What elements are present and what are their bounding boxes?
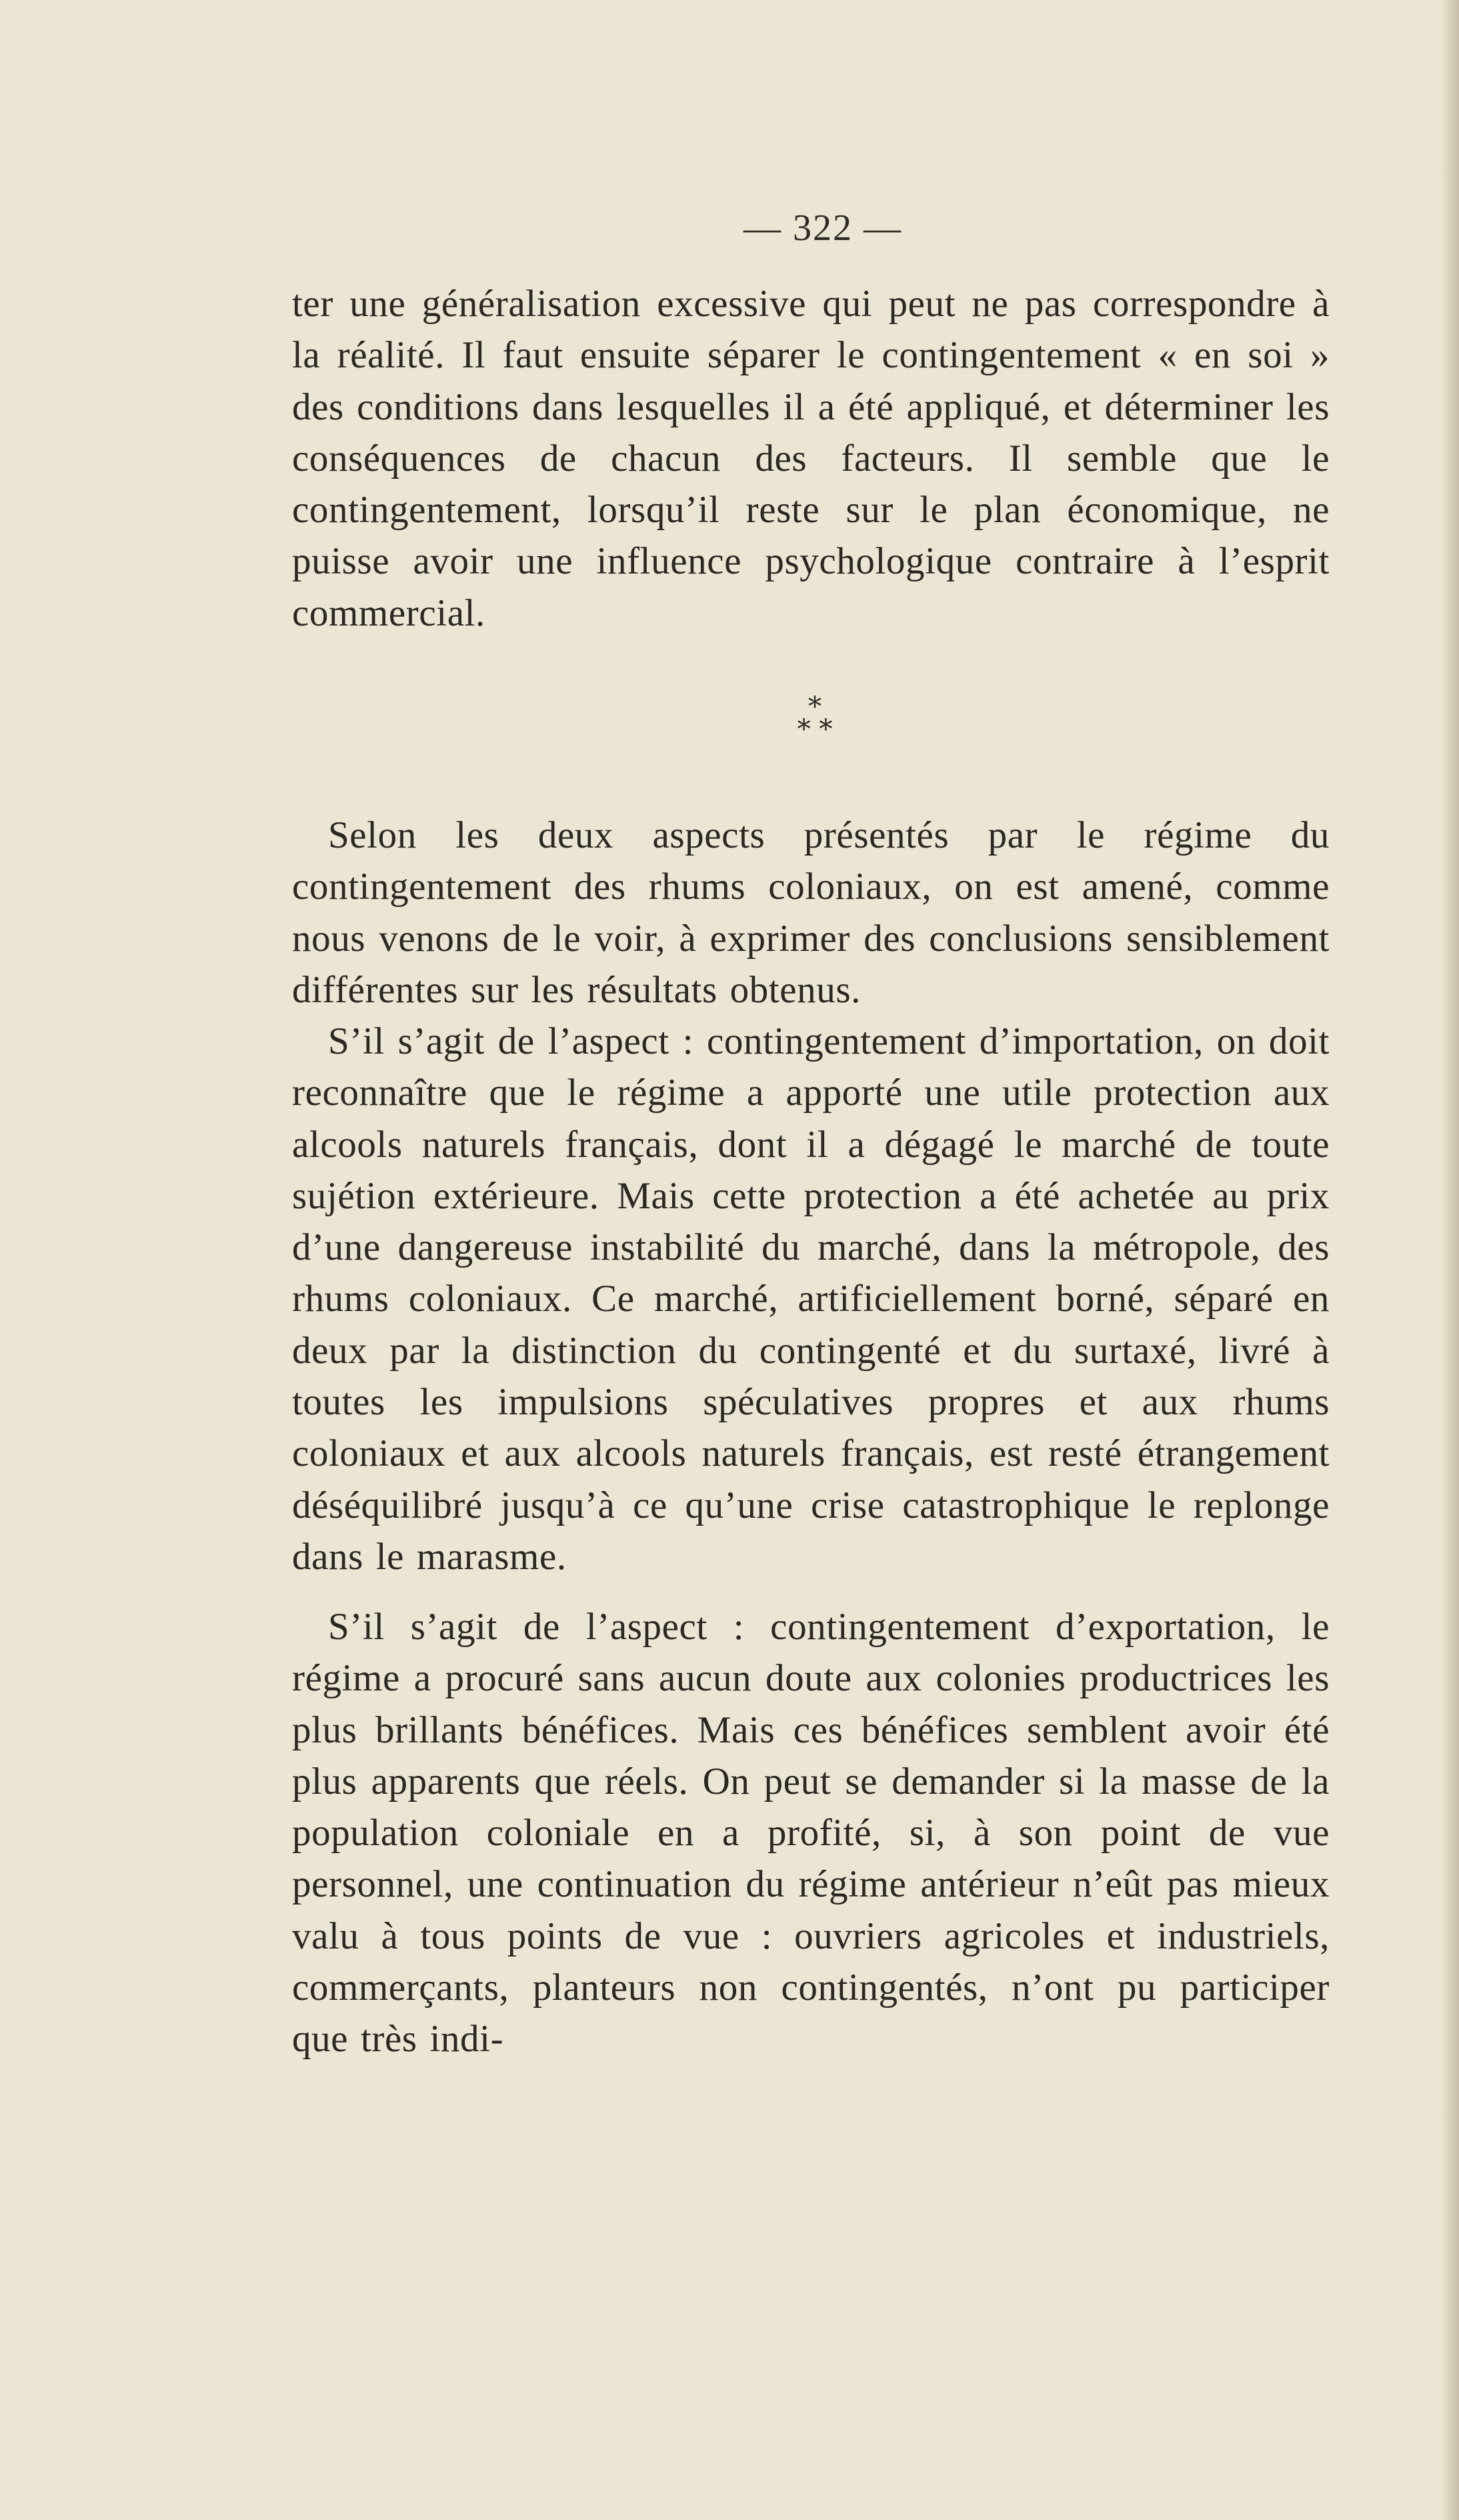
- paragraph-3: [292, 1016, 1330, 1582]
- asterism-divider: [762, 692, 868, 745]
- page-number: — 322 —: [744, 207, 902, 249]
- paragraph-4: [292, 1601, 1330, 2065]
- page-edge-shadow: [1440, 0, 1459, 2520]
- paragraph-text: ter une généralisation excessive qui peut ne pas correspondre à la réalité. Il faut ensuite séparer le contingentement « en soi » des conditions dans lesquelles il a été appliqué, et déterminer les conséquences de chacun des facteurs. Il semble que le contingentement, lorsqu’il reste sur le plan économique, ne puisse avoir une influence psychologique contraire à l’esprit commercial.: [292, 283, 1330, 634]
- asterism-bottom: * *: [797, 714, 833, 745]
- paragraph-text: S’il s’agit de l’aspect : contingentement d’importation, on doit reconnaître que le régime a apporté une utile protection aux alcools naturels français, dont il a dégagé le marché de toute sujétion extérieure. Mais cette protection a été achetée au prix d’une dangereuse instabilité du marché, dans la métropole, des rhums coloniaux. Ce marché, artificiellement borné, séparé en deux par la distinction du contingenté et du surtaxé, livré à toutes les impulsions spéculatives propres et aux rhums coloniaux et aux alcools naturels français, est resté étrangement déséquilibré jusqu’à ce qu’une crise catastrophique le replonge dans le marasme.: [292, 1020, 1330, 1578]
- paragraph-text: Selon les deux aspects présentés par le régime du contingentement des rhums coloniaux, on est amené, comme nous venons de le voir, à exprimer des conclusions sensiblement différentes sur les résultats obtenus.: [292, 814, 1330, 1011]
- paragraph-2: [292, 810, 1330, 1016]
- paragraph-text: S’il s’agit de l’aspect : contingentement d’exportation, le régime a procuré sans aucun doute aux colonies productrices les plus brillants bénéfices. Mais ces bénéfices semblent avoir été plus apparents que réels. On peut se demander si la masse de la population coloniale en a profité, si, à son point de vue personnel, une continuation du régime antérieur n’eût pas mieux valu à tous points de vue : ouvriers agricoles et industriels, commerçants, planteurs non contingentés, n’ont pu participer que très indi-: [292, 1606, 1330, 2061]
- paragraph-1: [292, 278, 1330, 639]
- asterism-top: *: [808, 692, 822, 722]
